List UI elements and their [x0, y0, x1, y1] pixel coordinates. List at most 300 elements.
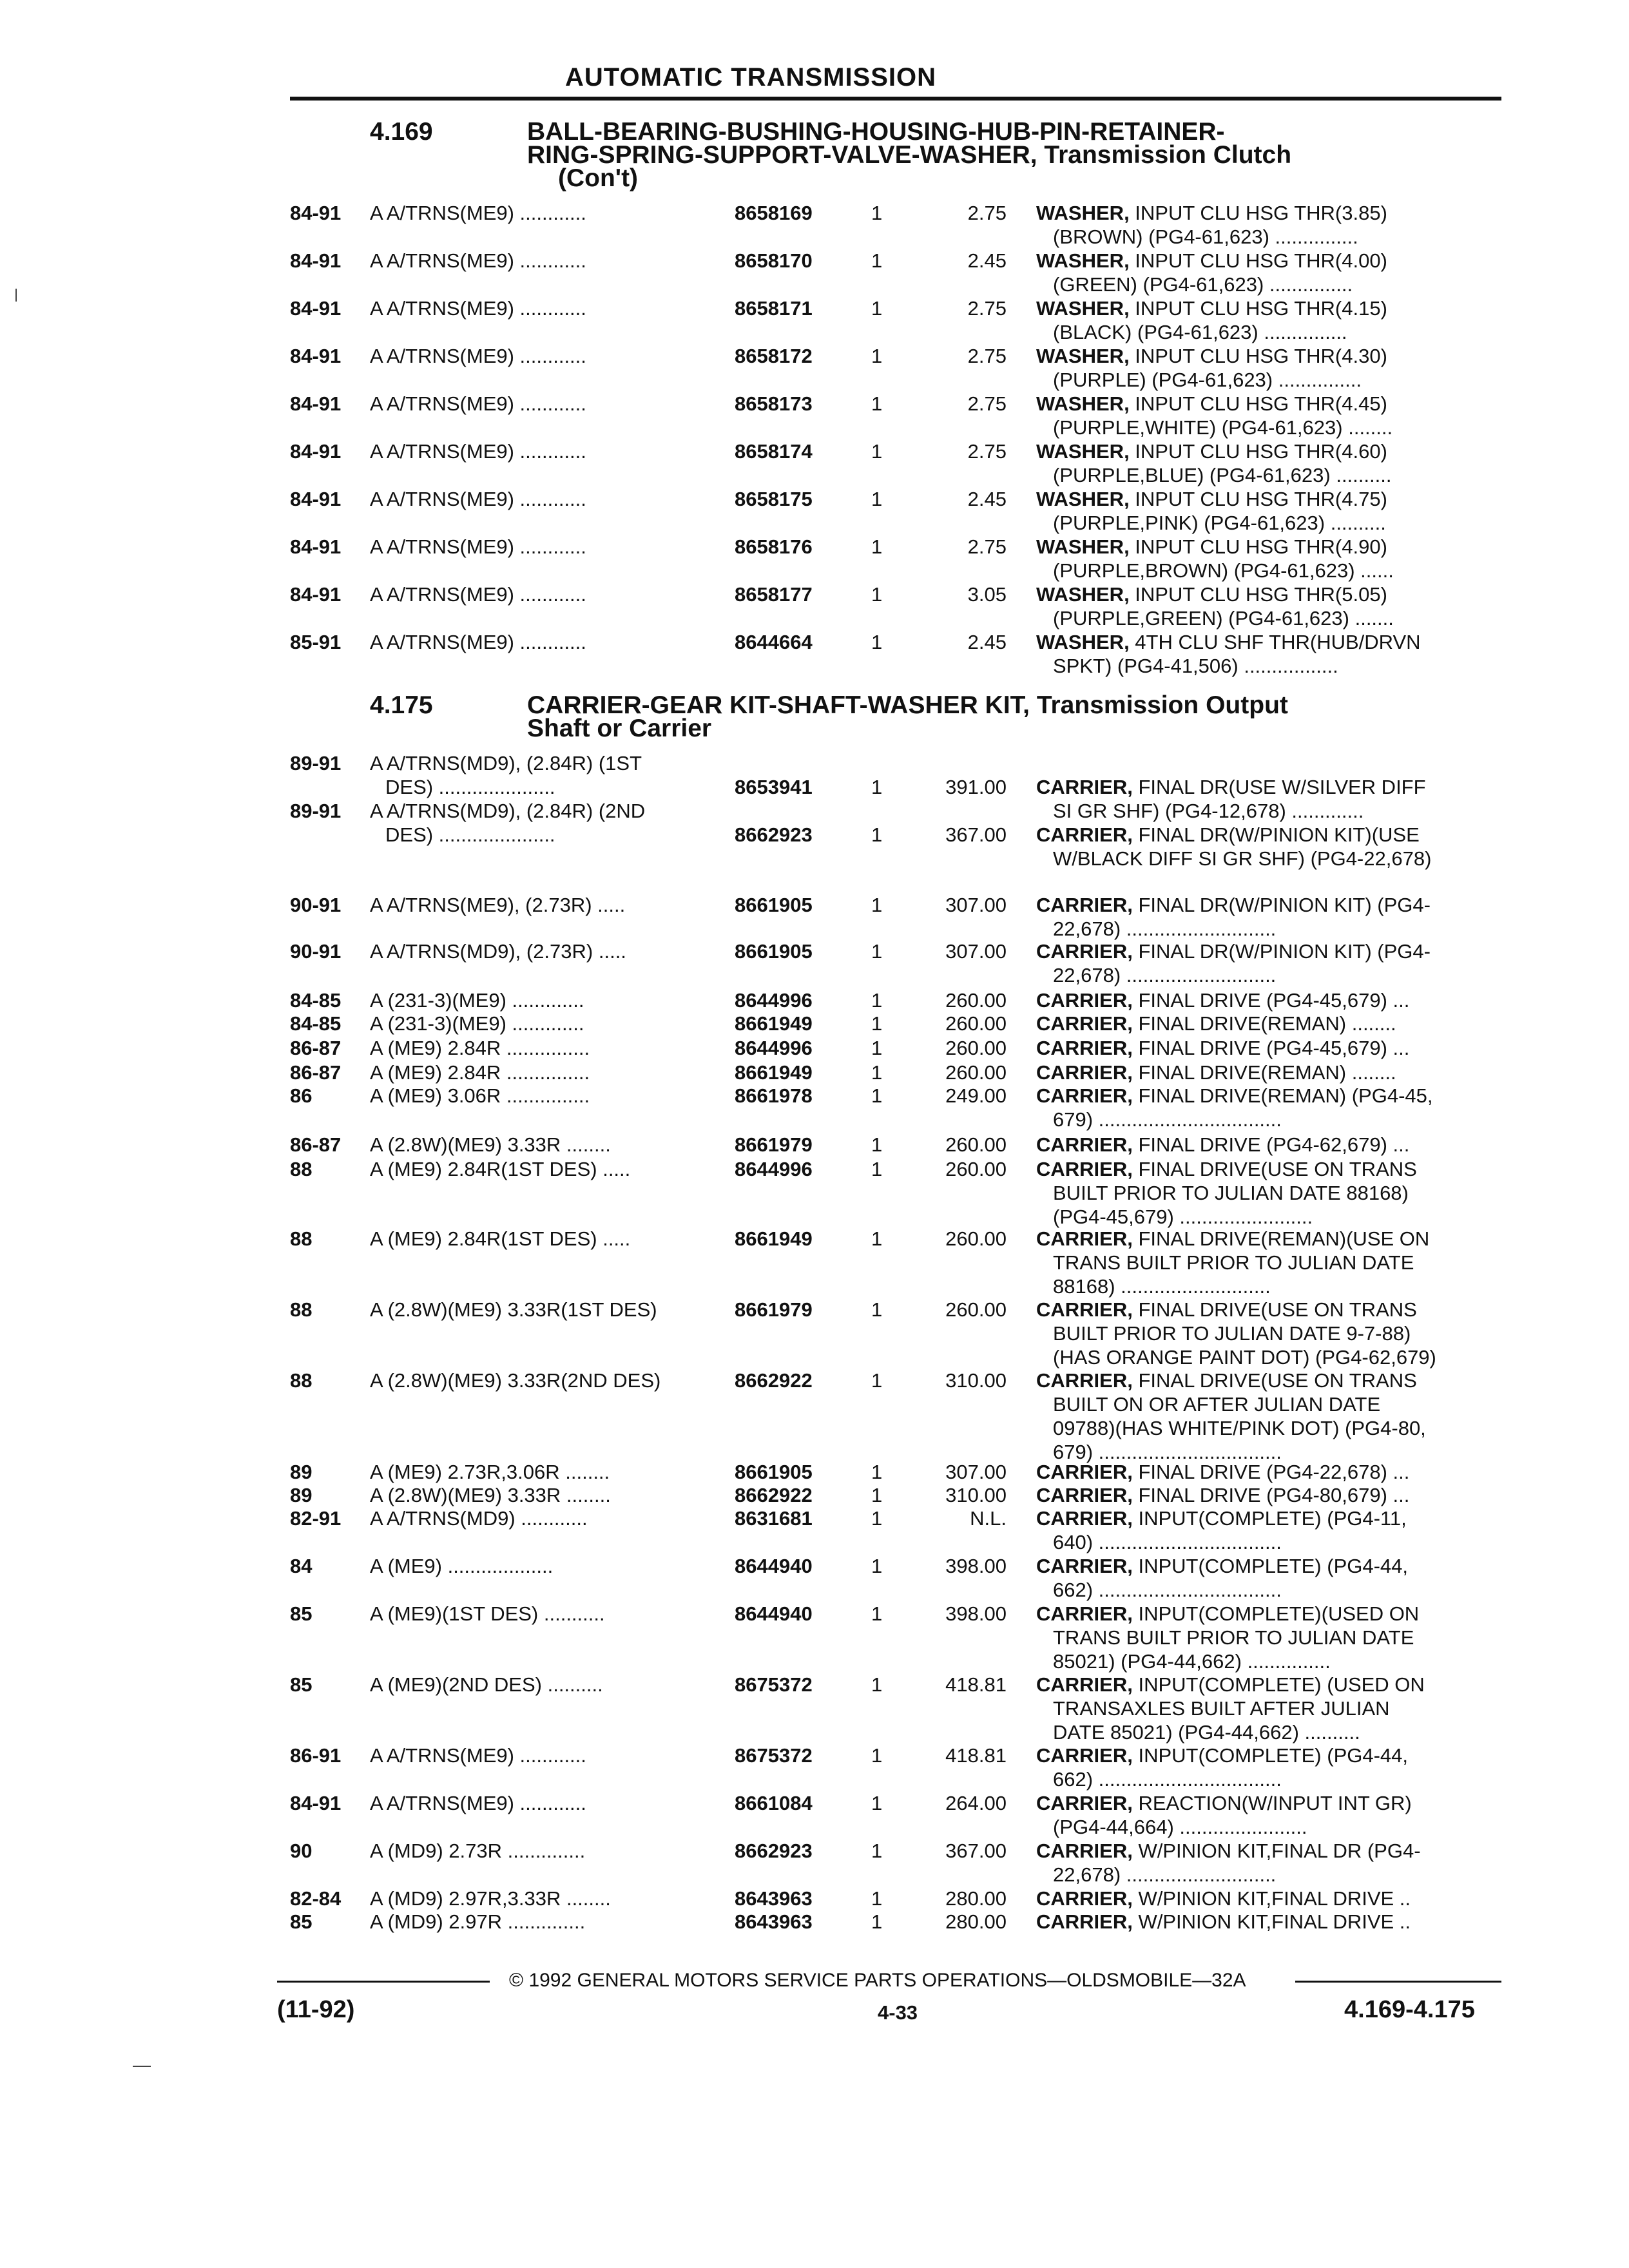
- model-year: 84-91: [290, 345, 342, 367]
- part-number: 8643963: [735, 1910, 813, 1933]
- description-noun: CARRIER,: [1036, 1840, 1133, 1862]
- description-text: INPUT CLU HSG THR(3.85): [1129, 202, 1387, 224]
- description-continuation: 22,678) ...........................: [1053, 964, 1277, 986]
- price: 264.00: [945, 1792, 1007, 1814]
- model-year: 84-91: [290, 249, 342, 272]
- description-continuation: 662) .................................: [1053, 1579, 1282, 1601]
- model-year: 84-91: [290, 488, 342, 510]
- description: [1036, 1012, 1396, 1035]
- description: [1036, 1554, 1408, 1578]
- description-text: FINAL DR(W/PINION KIT)(USE: [1132, 823, 1420, 846]
- description-text: INPUT CLU HSG THR(4.30): [1129, 345, 1387, 367]
- price: 260.00: [945, 1061, 1007, 1084]
- description-continuation: BUILT PRIOR TO JULIAN DATE 88168): [1053, 1182, 1409, 1204]
- quantity: 1: [871, 1555, 883, 1577]
- price: 249.00: [945, 1084, 1007, 1107]
- part-number: 8661084: [735, 1792, 813, 1814]
- part-number: 8658174: [735, 440, 813, 463]
- description-text: FINAL DR(USE W/SILVER DIFF: [1132, 776, 1426, 798]
- description-text: W/PINION KIT,FINAL DRIVE ..: [1132, 1910, 1411, 1933]
- description-text: FINAL DRIVE(USE ON TRANS: [1132, 1298, 1417, 1321]
- price: 2.75: [967, 297, 1007, 320]
- description: [1036, 1744, 1408, 1767]
- description: [1036, 1887, 1411, 1910]
- application: A A/TRNS(ME9) ............: [370, 535, 586, 558]
- model-year: 86-87: [290, 1133, 342, 1156]
- description-text: FINAL DRIVE (PG4-62,679) ...: [1132, 1133, 1410, 1156]
- application: A A/TRNS(ME9) ............: [370, 345, 586, 367]
- description-noun: CARRIER,: [1036, 1298, 1133, 1321]
- description-continuation: (PURPLE,PINK) (PG4-61,623) ..........: [1053, 512, 1386, 534]
- description: [1036, 201, 1387, 225]
- price: 260.00: [945, 1158, 1007, 1180]
- model-year: 85-91: [290, 631, 342, 653]
- description-noun: CARRIER,: [1036, 1744, 1133, 1767]
- part-number: 8662922: [735, 1484, 813, 1506]
- model-year: 88: [290, 1227, 313, 1250]
- description-text: FINAL DRIVE(REMAN) ........: [1132, 1012, 1396, 1035]
- model-year: 84-91: [290, 297, 342, 320]
- quantity: 1: [871, 1158, 883, 1180]
- description: [1036, 535, 1387, 559]
- quantity: 1: [871, 776, 883, 798]
- part-number: 8644996: [735, 1158, 813, 1180]
- application: A (ME9) 2.84R(1ST DES) .....: [370, 1158, 631, 1180]
- quantity: 1: [871, 1012, 883, 1035]
- application: A A/TRNS(ME9), (2.73R) .....: [370, 894, 626, 916]
- part-number: 8661979: [735, 1298, 813, 1321]
- model-year: 88: [290, 1369, 313, 1392]
- price: 2.75: [967, 202, 1007, 224]
- description: [1036, 988, 1409, 1012]
- quantity: 1: [871, 1369, 883, 1392]
- description-noun: CARRIER,: [1036, 894, 1133, 916]
- model-year: 84-91: [290, 392, 342, 415]
- description: [1036, 392, 1387, 416]
- price: 260.00: [945, 1037, 1007, 1059]
- model-year: 82-91: [290, 1507, 342, 1530]
- section-title-line: BALL-BEARING-BUSHING-HOUSING-HUB-PIN-RETAINER-: [527, 118, 1225, 146]
- application: A A/TRNS(ME9) ............: [370, 583, 586, 606]
- quantity: 1: [871, 1887, 883, 1910]
- application: A (2.8W)(ME9) 3.33R ........: [370, 1133, 611, 1156]
- model-year: 89-91: [290, 800, 342, 822]
- description-text: INPUT CLU HSG THR(4.15): [1129, 297, 1387, 320]
- application: A A/TRNS(ME9) ............: [370, 392, 586, 415]
- description: [1036, 1839, 1421, 1863]
- description-noun: WASHER,: [1036, 392, 1130, 415]
- model-year: 89-91: [290, 752, 342, 774]
- description-noun: CARRIER,: [1036, 1887, 1133, 1910]
- part-number: 8662923: [735, 1840, 813, 1862]
- price: 310.00: [945, 1484, 1007, 1506]
- quantity: 1: [871, 488, 883, 510]
- description: [1036, 344, 1387, 368]
- description-noun: CARRIER,: [1036, 940, 1133, 963]
- model-year: 85: [290, 1673, 313, 1696]
- application: A A/TRNS(MD9), (2.84R) (2ND: [370, 800, 646, 822]
- description-continuation: (PG4-45,679) ........................: [1053, 1206, 1313, 1228]
- description: [1036, 439, 1387, 463]
- application-cont: DES) .....................: [385, 823, 555, 846]
- application: A A/TRNS(ME9) ............: [370, 297, 586, 320]
- application: A A/TRNS(MD9), (2.84R) (1ST: [370, 752, 642, 774]
- description: [1036, 775, 1426, 799]
- description-noun: WASHER,: [1036, 583, 1130, 606]
- application: A A/TRNS(ME9) ............: [370, 1744, 586, 1767]
- section-title-line: Shaft or Carrier: [527, 715, 712, 742]
- description-noun: WASHER,: [1036, 297, 1130, 320]
- description-text: INPUT(COMPLETE) (PG4-44,: [1132, 1555, 1409, 1577]
- description-continuation: 22,678) ...........................: [1053, 1863, 1277, 1886]
- quantity: 1: [871, 989, 883, 1012]
- application: A (ME9)(1ST DES) ...........: [370, 1602, 605, 1625]
- model-year: 90: [290, 1840, 313, 1862]
- model-year: 85: [290, 1910, 313, 1933]
- price: 2.45: [967, 249, 1007, 272]
- description-continuation: (GREEN) (PG4-61,623) ...............: [1053, 273, 1353, 296]
- description-text: FINAL DRIVE (PG4-45,679) ...: [1132, 1037, 1410, 1059]
- description-continuation: (PURPLE,BLUE) (PG4-61,623) ..........: [1053, 464, 1392, 486]
- application: A A/TRNS(MD9), (2.73R) .....: [370, 940, 626, 963]
- quantity: 1: [871, 345, 883, 367]
- part-number: 8661949: [735, 1227, 813, 1250]
- model-year: 86-87: [290, 1061, 342, 1084]
- quantity: 1: [871, 392, 883, 415]
- part-number: 8644940: [735, 1555, 813, 1577]
- description-noun: CARRIER,: [1036, 1133, 1133, 1156]
- description: [1036, 1602, 1419, 1626]
- application: A (2.8W)(ME9) 3.33R(2ND DES): [370, 1369, 661, 1392]
- description-continuation: BUILT ON OR AFTER JULIAN DATE: [1053, 1393, 1381, 1416]
- price: 307.00: [945, 894, 1007, 916]
- part-number: 8644996: [735, 989, 813, 1012]
- application: A (231-3)(ME9) .............: [370, 989, 584, 1012]
- description-text: FINAL DR(W/PINION KIT) (PG4-: [1132, 940, 1431, 963]
- description-continuation: 85021) (PG4-44,662) ...............: [1053, 1650, 1331, 1673]
- description: [1036, 1157, 1417, 1181]
- description-noun: CARRIER,: [1036, 989, 1133, 1012]
- description-text: FINAL DR(W/PINION KIT) (PG4-: [1132, 894, 1431, 916]
- application: A (ME9) 2.84R ...............: [370, 1037, 590, 1059]
- description-text: INPUT(COMPLETE) (PG4-44,: [1132, 1744, 1409, 1767]
- description-text: FINAL DRIVE (PG4-45,679) ...: [1132, 989, 1410, 1012]
- description-text: INPUT(COMPLETE)(USED ON: [1132, 1602, 1420, 1625]
- description: [1036, 823, 1420, 847]
- description-continuation: (PG4-44,664) .......................: [1053, 1816, 1307, 1838]
- application: A (ME9) 2.73R,3.06R ........: [370, 1461, 610, 1483]
- price: 280.00: [945, 1887, 1007, 1910]
- section-number: 4.169: [370, 118, 433, 146]
- description: [1036, 939, 1431, 963]
- application-cont: DES) .....................: [385, 776, 555, 798]
- price: 367.00: [945, 1840, 1007, 1862]
- part-number: 8658171: [735, 297, 813, 320]
- description: [1036, 1910, 1411, 1934]
- price: 3.05: [967, 583, 1007, 606]
- description-text: 4TH CLU SHF THR(HUB/DRVN: [1129, 631, 1421, 653]
- price: 418.81: [945, 1673, 1007, 1696]
- part-number: 8658175: [735, 488, 813, 510]
- description: [1036, 1298, 1417, 1321]
- application: A (231-3)(ME9) .............: [370, 1012, 584, 1035]
- model-year: 84-85: [290, 1012, 342, 1035]
- part-number: 8661949: [735, 1012, 813, 1035]
- model-year: 86: [290, 1084, 313, 1107]
- application: A A/TRNS(ME9) ............: [370, 249, 586, 272]
- model-year: 85: [290, 1602, 313, 1625]
- price: 310.00: [945, 1369, 1007, 1392]
- description: [1036, 249, 1387, 273]
- footer-page-number: 4-33: [878, 2001, 918, 2024]
- description-text: INPUT CLU HSG THR(4.90): [1129, 535, 1387, 558]
- part-number: 8658177: [735, 583, 813, 606]
- quantity: 1: [871, 940, 883, 963]
- footer-rule-right: [1295, 1981, 1501, 1983]
- description: [1036, 1227, 1429, 1251]
- application: A (ME9) 3.06R ...............: [370, 1084, 590, 1107]
- quantity: 1: [871, 1840, 883, 1862]
- scan-mark: [15, 289, 17, 302]
- footer-copyright: © 1992 GENERAL MOTORS SERVICE PARTS OPERATIONS—OLDSMOBILE—32A: [509, 1970, 1246, 1991]
- quantity: 1: [871, 1037, 883, 1059]
- header-rule: [290, 97, 1501, 101]
- description-noun: WASHER,: [1036, 249, 1130, 272]
- application: A A/TRNS(ME9) ............: [370, 1792, 586, 1814]
- description-continuation: BUILT PRIOR TO JULIAN DATE 9-7-88): [1053, 1322, 1411, 1345]
- model-year: 86-91: [290, 1744, 342, 1767]
- description: [1036, 1506, 1407, 1530]
- application: A A/TRNS(MD9) ............: [370, 1507, 588, 1530]
- description-continuation: (BROWN) (PG4-61,623) ...............: [1053, 226, 1358, 248]
- model-year: 84-91: [290, 583, 342, 606]
- application: A (2.8W)(ME9) 3.33R ........: [370, 1484, 611, 1506]
- application: A (MD9) 2.73R ..............: [370, 1840, 586, 1862]
- part-number: 8658172: [735, 345, 813, 367]
- application: A A/TRNS(ME9) ............: [370, 440, 586, 463]
- application: A (2.8W)(ME9) 3.33R(1ST DES): [370, 1298, 657, 1321]
- price: 260.00: [945, 1227, 1007, 1250]
- quantity: 1: [871, 297, 883, 320]
- description-noun: WASHER,: [1036, 440, 1130, 463]
- quantity: 1: [871, 1910, 883, 1933]
- part-number: 8661979: [735, 1133, 813, 1156]
- description-text: INPUT(COMPLETE) (PG4-11,: [1132, 1507, 1407, 1530]
- model-year: 84-85: [290, 989, 342, 1012]
- description-noun: CARRIER,: [1036, 1037, 1133, 1059]
- part-number: 8644940: [735, 1602, 813, 1625]
- description-text: FINAL DRIVE (PG4-22,678) ...: [1132, 1461, 1410, 1483]
- description-text: W/PINION KIT,FINAL DR (PG4-: [1132, 1840, 1421, 1862]
- description: [1036, 1036, 1409, 1060]
- quantity: 1: [871, 249, 883, 272]
- description-text: INPUT CLU HSG THR(4.45): [1129, 392, 1387, 415]
- application: A A/TRNS(ME9) ............: [370, 202, 586, 224]
- quantity: 1: [871, 583, 883, 606]
- part-number: 8658169: [735, 202, 813, 224]
- model-year: 84-91: [290, 535, 342, 558]
- quantity: 1: [871, 1298, 883, 1321]
- description-noun: CARRIER,: [1036, 1555, 1133, 1577]
- quantity: 1: [871, 1227, 883, 1250]
- price: 367.00: [945, 823, 1007, 846]
- description-continuation: DATE 85021) (PG4-44,662) ..........: [1053, 1721, 1360, 1744]
- scan-mark: [133, 2066, 151, 2067]
- part-number: 8675372: [735, 1744, 813, 1767]
- description: [1036, 1084, 1433, 1108]
- price: 2.75: [967, 392, 1007, 415]
- part-number: 8643963: [735, 1887, 813, 1910]
- price: 2.45: [967, 631, 1007, 653]
- part-number: 8661905: [735, 894, 813, 916]
- model-year: 90-91: [290, 894, 342, 916]
- part-number: 8658170: [735, 249, 813, 272]
- quantity: 1: [871, 440, 883, 463]
- quantity: 1: [871, 1084, 883, 1107]
- description-continuation: (PURPLE) (PG4-61,623) ...............: [1053, 369, 1362, 391]
- description-noun: WASHER,: [1036, 202, 1130, 224]
- description-text: REACTION(W/INPUT INT GR): [1132, 1792, 1412, 1814]
- description-continuation: (HAS ORANGE PAINT DOT) (PG4-62,679): [1053, 1346, 1436, 1369]
- quantity: 1: [871, 823, 883, 846]
- model-year: 88: [290, 1298, 313, 1321]
- description: [1036, 1673, 1425, 1696]
- description-noun: CARRIER,: [1036, 1369, 1133, 1392]
- description-noun: CARRIER,: [1036, 1602, 1133, 1625]
- price: 2.75: [967, 440, 1007, 463]
- description: [1036, 1061, 1396, 1084]
- description-continuation: (PURPLE,WHITE) (PG4-61,623) ........: [1053, 416, 1393, 439]
- quantity: 1: [871, 1061, 883, 1084]
- part-number: 8661905: [735, 940, 813, 963]
- section-title-line: (Con't): [558, 164, 639, 192]
- description-noun: CARRIER,: [1036, 1227, 1133, 1250]
- description-continuation: SI GR SHF) (PG4-12,678) .............: [1053, 800, 1364, 822]
- description-text: FINAL DRIVE(REMAN) ........: [1132, 1061, 1396, 1084]
- part-number: 8631681: [735, 1507, 813, 1530]
- description-continuation: 662) .................................: [1053, 1768, 1282, 1791]
- quantity: 1: [871, 894, 883, 916]
- description-continuation: 88168) ...........................: [1053, 1275, 1271, 1298]
- application: A (MD9) 2.97R,3.33R ........: [370, 1887, 611, 1910]
- section-number: 4.175: [370, 691, 433, 719]
- part-number: 8662923: [735, 823, 813, 846]
- model-year: 82-84: [290, 1887, 342, 1910]
- application: A A/TRNS(ME9) ............: [370, 488, 586, 510]
- description-continuation: 22,678) ...........................: [1053, 918, 1277, 940]
- description: [1036, 1369, 1417, 1392]
- description-noun: CARRIER,: [1036, 1084, 1133, 1107]
- quantity: 1: [871, 1602, 883, 1625]
- quantity: 1: [871, 1133, 883, 1156]
- description-noun: WASHER,: [1036, 631, 1130, 653]
- quantity: 1: [871, 1484, 883, 1506]
- footer-date: (11-92): [277, 1996, 355, 2023]
- model-year: 89: [290, 1484, 313, 1506]
- description: [1036, 893, 1431, 917]
- part-number: 8661905: [735, 1461, 813, 1483]
- description-text: INPUT CLU HSG THR(4.75): [1129, 488, 1387, 510]
- description-continuation: 679) .................................: [1053, 1441, 1282, 1463]
- application: A (ME9) 2.84R ...............: [370, 1061, 590, 1084]
- price: 260.00: [945, 989, 1007, 1012]
- description-noun: WASHER,: [1036, 488, 1130, 510]
- price: 418.81: [945, 1744, 1007, 1767]
- price: 2.75: [967, 345, 1007, 367]
- description-noun: WASHER,: [1036, 535, 1130, 558]
- description-text: FINAL DRIVE(REMAN) (PG4-45,: [1132, 1084, 1433, 1107]
- application: A (ME9) ...................: [370, 1555, 554, 1577]
- price: 307.00: [945, 1461, 1007, 1483]
- part-number: 8662922: [735, 1369, 813, 1392]
- description-continuation: 640) .................................: [1053, 1531, 1282, 1553]
- application: A (ME9)(2ND DES) ..........: [370, 1673, 603, 1696]
- description-noun: CARRIER,: [1036, 1910, 1133, 1933]
- price: 260.00: [945, 1012, 1007, 1035]
- price: 260.00: [945, 1133, 1007, 1156]
- quantity: 1: [871, 1507, 883, 1530]
- description-text: FINAL DRIVE(USE ON TRANS: [1132, 1158, 1417, 1180]
- quantity: 1: [871, 1744, 883, 1767]
- description-noun: CARRIER,: [1036, 1673, 1133, 1696]
- description-continuation: (PURPLE,BROWN) (PG4-61,623) ......: [1053, 559, 1394, 582]
- price: 398.00: [945, 1555, 1007, 1577]
- description-continuation: 679) .................................: [1053, 1108, 1282, 1131]
- model-year: 84: [290, 1555, 313, 1577]
- description-continuation: W/BLACK DIFF SI GR SHF) (PG4-22,678): [1053, 847, 1432, 870]
- part-number: 8658176: [735, 535, 813, 558]
- part-number: 8661978: [735, 1084, 813, 1107]
- description-continuation: TRANS BUILT PRIOR TO JULIAN DATE: [1053, 1251, 1414, 1274]
- description: [1036, 1483, 1409, 1507]
- model-year: 88: [290, 1158, 313, 1180]
- description-text: INPUT CLU HSG THR(4.00): [1129, 249, 1387, 272]
- model-year: 84-91: [290, 1792, 342, 1814]
- description-continuation: (PURPLE,GREEN) (PG4-61,623) .......: [1053, 607, 1394, 629]
- application: A (MD9) 2.97R ..............: [370, 1910, 586, 1933]
- description-text: INPUT CLU HSG THR(4.60): [1129, 440, 1387, 463]
- description-noun: CARRIER,: [1036, 1012, 1133, 1035]
- description-noun: CARRIER,: [1036, 1507, 1133, 1530]
- model-year: 84-91: [290, 440, 342, 463]
- price: N.L.: [970, 1507, 1007, 1530]
- description: [1036, 630, 1421, 654]
- price: 2.45: [967, 488, 1007, 510]
- description: [1036, 1791, 1412, 1815]
- price: 398.00: [945, 1602, 1007, 1625]
- part-number: 8661949: [735, 1061, 813, 1084]
- part-number: 8653941: [735, 776, 813, 798]
- price: 260.00: [945, 1298, 1007, 1321]
- description-text: FINAL DRIVE(USE ON TRANS: [1132, 1369, 1417, 1392]
- description-continuation: TRANS BUILT PRIOR TO JULIAN DATE: [1053, 1626, 1414, 1649]
- page-header: AUTOMATIC TRANSMISSION: [564, 63, 937, 91]
- application: A A/TRNS(ME9) ............: [370, 631, 586, 653]
- quantity: 1: [871, 535, 883, 558]
- description: [1036, 487, 1387, 511]
- description-continuation: (BLACK) (PG4-61,623) ...............: [1053, 321, 1347, 343]
- description-text: W/PINION KIT,FINAL DRIVE ..: [1132, 1887, 1411, 1910]
- description-text: FINAL DRIVE(REMAN)(USE ON: [1132, 1227, 1430, 1250]
- part-number: 8644664: [735, 631, 813, 653]
- model-year: 89: [290, 1461, 313, 1483]
- part-number: 8644996: [735, 1037, 813, 1059]
- description-noun: CARRIER,: [1036, 776, 1133, 798]
- model-year: 90-91: [290, 940, 342, 963]
- application: A (ME9) 2.84R(1ST DES) .....: [370, 1227, 631, 1250]
- section-title-line: RING-SPRING-SUPPORT-VALVE-WASHER, Transmission Clutch: [527, 141, 1292, 169]
- description: [1036, 1133, 1409, 1157]
